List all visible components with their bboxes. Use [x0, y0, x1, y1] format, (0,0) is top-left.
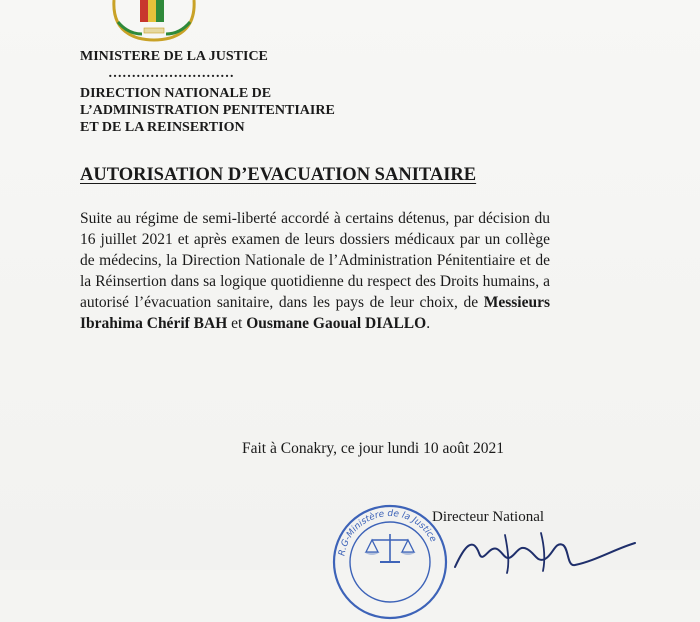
direction-line-2: L’ADMINISTRATION PENITENTIAIRE	[80, 103, 335, 118]
ministry-name: MINISTERE DE LA JUSTICE	[80, 49, 268, 64]
direction-line-3: ET DE LA REINSERTION	[80, 120, 245, 135]
person-name-2: Ousmane Gaoual DIALLO	[246, 315, 427, 332]
signatory-role: Directeur National	[432, 509, 545, 525]
body-connector: et	[227, 315, 247, 332]
document-body	[80, 208, 550, 334]
letterhead	[80, 48, 335, 136]
header-separator: ………………………	[108, 66, 234, 81]
document-title: AUTORISATION D’EVACUATION SANITAIRE	[80, 165, 477, 185]
handwritten-signature-icon	[445, 515, 645, 575]
direction-line-1: DIRECTION NATIONALE DE	[80, 86, 272, 101]
body-paragraph: Suite au régime de semi-liberté accordé à certains détenus, par décision du 16 juillet 2021 et après examen de leurs dossiers médicaux par un collège de médecins, la Direction Nationale de l’Administration Pénitentiaire et de la Réinsertion dans sa logique quotidienne du respect des Droits humains, a autorisé l’évacuation sanitaire, dans les pays de leur choix, de	[80, 210, 550, 311]
body-end: .	[426, 315, 431, 332]
stamp-text: R.G-Ministère de la Justice	[337, 508, 438, 557]
place-date-line: Fait à Conakry, ce jour lundi 10 août 2021	[242, 440, 505, 457]
national-crest-icon	[108, 0, 200, 42]
person-name-1: Messieurs Ibrahima Chérif BAH	[80, 294, 550, 332]
